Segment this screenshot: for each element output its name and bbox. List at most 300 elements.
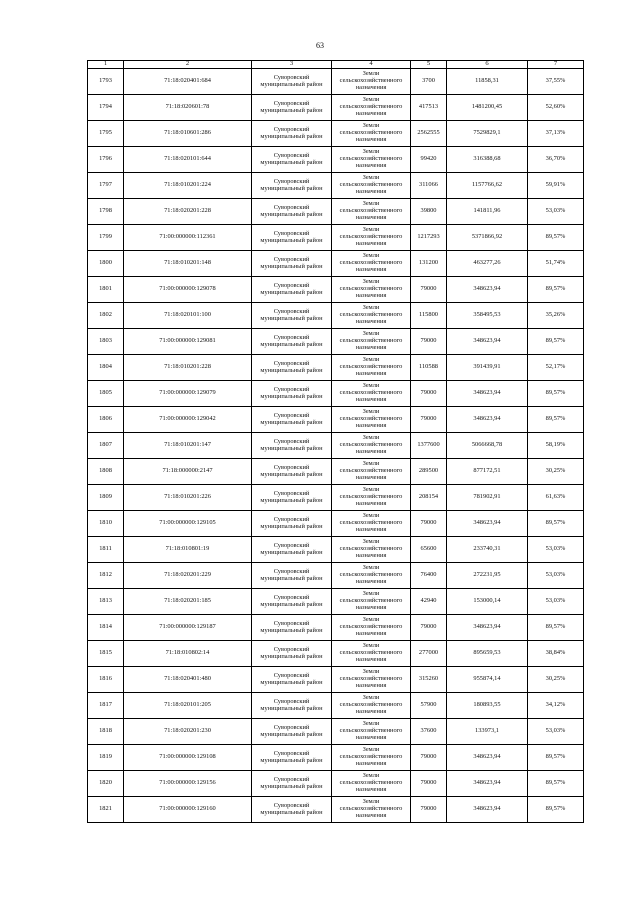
- table-row: [88, 277, 584, 303]
- land-category-text: назначения: [355, 213, 387, 221]
- land-category-text: Земли: [362, 668, 380, 676]
- land-category-text: Земли: [362, 746, 380, 754]
- land-category-text: сельскохозяйственного: [339, 805, 403, 813]
- cadastral-value-cell: 781902,91: [447, 485, 528, 511]
- district-cell: [252, 407, 332, 433]
- row-number-cell: 1796: [88, 147, 124, 173]
- district-text: Суворовский: [273, 541, 310, 549]
- land-category-text: Земли: [362, 330, 380, 338]
- cadastral-number-cell: 71:00:000000:129042: [124, 407, 252, 433]
- land-category-text: сельскохозяйственного: [339, 571, 403, 579]
- area-cell: 417513: [411, 95, 447, 121]
- column-header: 2: [124, 61, 252, 69]
- percent-cell: 37,13%: [528, 121, 584, 147]
- cadastral-number-cell: 71:00:000000:129081: [124, 329, 252, 355]
- table-row: [88, 69, 584, 95]
- district-text: Суворовский: [273, 489, 310, 497]
- land-category-cell: [332, 329, 411, 355]
- land-category-text: сельскохозяйственного: [339, 701, 403, 709]
- cadastral-number-cell: 71:18:020101:644: [124, 147, 252, 173]
- column-header: 1: [88, 61, 124, 69]
- district-cell: [252, 147, 332, 173]
- district-text: Суворовский: [273, 801, 310, 809]
- district-cell: [252, 589, 332, 615]
- cadastral-number-cell: 71:18:020201:185: [124, 589, 252, 615]
- land-category-text: сельскохозяйственного: [339, 129, 403, 137]
- row-number-cell: 1817: [88, 693, 124, 719]
- land-category-text: Земли: [362, 798, 380, 806]
- percent-cell: 89,57%: [528, 407, 584, 433]
- land-category-text: Земли: [362, 174, 380, 182]
- row-number-cell: 1804: [88, 355, 124, 381]
- table-row: [88, 667, 584, 693]
- percent-cell: 89,57%: [528, 797, 584, 823]
- land-category-text: Земли: [362, 616, 380, 624]
- area-cell: 37600: [411, 719, 447, 745]
- land-category-text: назначения: [355, 161, 387, 169]
- row-number-cell: 1801: [88, 277, 124, 303]
- district-cell: [252, 251, 332, 277]
- district-text: муниципальный район: [260, 678, 323, 686]
- area-cell: 76400: [411, 563, 447, 589]
- table-row: [88, 641, 584, 667]
- land-category-text: Земли: [362, 694, 380, 702]
- percent-cell: 34,12%: [528, 693, 584, 719]
- district-text: Суворовский: [273, 671, 310, 679]
- percent-cell: 89,57%: [528, 745, 584, 771]
- district-text: муниципальный район: [260, 392, 323, 400]
- district-text: Суворовский: [273, 359, 310, 367]
- land-category-text: назначения: [355, 135, 387, 143]
- table-row: [88, 615, 584, 641]
- cadastral-number-cell: 71:18:020101:205: [124, 693, 252, 719]
- percent-cell: 51,74%: [528, 251, 584, 277]
- land-category-cell: [332, 615, 411, 641]
- row-number-cell: 1803: [88, 329, 124, 355]
- cadastral-number-cell: 71:18:020401:684: [124, 69, 252, 95]
- land-category-cell: [332, 745, 411, 771]
- land-category-cell: [332, 147, 411, 173]
- land-category-text: назначения: [355, 655, 387, 663]
- row-number-cell: 1816: [88, 667, 124, 693]
- area-cell: 79000: [411, 797, 447, 823]
- land-category-text: сельскохозяйственного: [339, 493, 403, 501]
- district-text: муниципальный район: [260, 340, 323, 348]
- land-category-text: Земли: [362, 408, 380, 416]
- table-row: [88, 355, 584, 381]
- row-number-cell: 1821: [88, 797, 124, 823]
- cadastral-value-cell: 895659,53: [447, 641, 528, 667]
- district-text: муниципальный район: [260, 158, 323, 166]
- district-cell: [252, 615, 332, 641]
- cadastral-value-cell: 348623,94: [447, 745, 528, 771]
- page-number: 63: [316, 41, 324, 50]
- area-cell: 2562555: [411, 121, 447, 147]
- district-text: Суворовский: [273, 177, 310, 185]
- row-number-cell: 1808: [88, 459, 124, 485]
- cadastral-number-cell: 71:18:000000:2147: [124, 459, 252, 485]
- area-cell: 1377600: [411, 433, 447, 459]
- district-cell: [252, 69, 332, 95]
- area-cell: 311066: [411, 173, 447, 199]
- cadastral-number-cell: 71:00:000000:129108: [124, 745, 252, 771]
- district-text: муниципальный район: [260, 236, 323, 244]
- land-category-text: назначения: [355, 603, 387, 611]
- cadastral-number-cell: 71:18:020201:230: [124, 719, 252, 745]
- percent-cell: 89,57%: [528, 329, 584, 355]
- district-cell: [252, 797, 332, 823]
- cadastral-value-cell: 5066668,78: [447, 433, 528, 459]
- percent-cell: 53,03%: [528, 589, 584, 615]
- land-category-cell: [332, 589, 411, 615]
- cadastral-number-cell: 71:18:010601:286: [124, 121, 252, 147]
- land-category-text: назначения: [355, 577, 387, 585]
- cadastral-value-cell: 348623,94: [447, 381, 528, 407]
- district-cell: [252, 303, 332, 329]
- land-category-text: сельскохозяйственного: [339, 545, 403, 553]
- land-category-text: Земли: [362, 460, 380, 468]
- district-text: муниципальный район: [260, 262, 323, 270]
- land-category-text: сельскохозяйственного: [339, 597, 403, 605]
- percent-cell: 89,57%: [528, 615, 584, 641]
- row-number-cell: 1806: [88, 407, 124, 433]
- percent-cell: 53,03%: [528, 719, 584, 745]
- cadastral-value-cell: 1481200,45: [447, 95, 528, 121]
- land-category-text: сельскохозяйственного: [339, 623, 403, 631]
- land-category-text: сельскохозяйственного: [339, 415, 403, 423]
- district-text: муниципальный район: [260, 704, 323, 712]
- land-category-text: назначения: [355, 447, 387, 455]
- cadastral-number-cell: 71:00:000000:129156: [124, 771, 252, 797]
- district-cell: [252, 771, 332, 797]
- cadastral-value-cell: 463277,26: [447, 251, 528, 277]
- district-text: муниципальный район: [260, 418, 323, 426]
- area-cell: 79000: [411, 277, 447, 303]
- cadastral-value-cell: 272231,95: [447, 563, 528, 589]
- land-category-text: назначения: [355, 239, 387, 247]
- district-text: Суворовский: [273, 281, 310, 289]
- area-cell: 208154: [411, 485, 447, 511]
- land-category-text: назначения: [355, 317, 387, 325]
- percent-cell: 89,57%: [528, 381, 584, 407]
- district-text: муниципальный район: [260, 80, 323, 88]
- row-number-cell: 1793: [88, 69, 124, 95]
- land-category-text: назначения: [355, 681, 387, 689]
- district-text: муниципальный район: [260, 652, 323, 660]
- table-row: [88, 485, 584, 511]
- land-category-text: Земли: [362, 200, 380, 208]
- area-cell: 79000: [411, 511, 447, 537]
- percent-cell: 53,03%: [528, 537, 584, 563]
- land-category-text: сельскохозяйственного: [339, 441, 403, 449]
- land-category-text: Земли: [362, 720, 380, 728]
- cadastral-value-cell: 348623,94: [447, 615, 528, 641]
- land-category-text: назначения: [355, 395, 387, 403]
- percent-cell: 52,60%: [528, 95, 584, 121]
- cadastral-number-cell: 71:18:010201:228: [124, 355, 252, 381]
- district-cell: [252, 225, 332, 251]
- land-category-cell: [332, 277, 411, 303]
- percent-cell: 89,57%: [528, 225, 584, 251]
- district-text: Суворовский: [273, 411, 310, 419]
- district-text: Суворовский: [273, 333, 310, 341]
- column-header: 3: [252, 61, 332, 69]
- district-text: Суворовский: [273, 255, 310, 263]
- land-category-text: назначения: [355, 733, 387, 741]
- district-text: Суворовский: [273, 73, 310, 81]
- land-category-text: сельскохозяйственного: [339, 207, 403, 215]
- cadastral-value-cell: 348623,94: [447, 277, 528, 303]
- district-text: Суворовский: [273, 99, 310, 107]
- land-category-text: назначения: [355, 187, 387, 195]
- cadastral-value-cell: 955874,14: [447, 667, 528, 693]
- land-category-text: сельскохозяйственного: [339, 363, 403, 371]
- district-text: Суворовский: [273, 125, 310, 133]
- percent-cell: 58,19%: [528, 433, 584, 459]
- table-row: [88, 147, 584, 173]
- district-text: Суворовский: [273, 775, 310, 783]
- district-cell: [252, 277, 332, 303]
- row-number-cell: 1805: [88, 381, 124, 407]
- land-category-text: Земли: [362, 252, 380, 260]
- table-row: [88, 407, 584, 433]
- percent-cell: 89,57%: [528, 511, 584, 537]
- table-row: [88, 381, 584, 407]
- land-category-text: назначения: [355, 109, 387, 117]
- district-text: муниципальный район: [260, 522, 323, 530]
- land-category-text: Земли: [362, 356, 380, 364]
- land-category-text: назначения: [355, 551, 387, 559]
- district-cell: [252, 381, 332, 407]
- land-category-cell: [332, 173, 411, 199]
- cadastral-number-cell: 71:18:010201:224: [124, 173, 252, 199]
- land-category-cell: [332, 199, 411, 225]
- cadastral-number-cell: 71:00:000000:112361: [124, 225, 252, 251]
- area-cell: 79000: [411, 771, 447, 797]
- land-category-cell: [332, 719, 411, 745]
- cadastral-number-cell: 71:18:010801:19: [124, 537, 252, 563]
- district-text: Суворовский: [273, 307, 310, 315]
- land-category-text: сельскохозяйственного: [339, 675, 403, 683]
- land-category-text: назначения: [355, 291, 387, 299]
- land-category-cell: [332, 225, 411, 251]
- area-cell: 277000: [411, 641, 447, 667]
- district-text: Суворовский: [273, 645, 310, 653]
- cadastral-value-cell: 358495,53: [447, 303, 528, 329]
- cadastral-number-cell: 71:18:020101:100: [124, 303, 252, 329]
- row-number-cell: 1799: [88, 225, 124, 251]
- percent-cell: 52,17%: [528, 355, 584, 381]
- cadastral-value-cell: 153000,14: [447, 589, 528, 615]
- area-cell: 79000: [411, 329, 447, 355]
- cadastral-number-cell: 71:18:020201:229: [124, 563, 252, 589]
- cadastral-value-cell: 1157766,62: [447, 173, 528, 199]
- table-row: [88, 745, 584, 771]
- row-number-cell: 1820: [88, 771, 124, 797]
- district-text: муниципальный район: [260, 808, 323, 816]
- row-number-cell: 1802: [88, 303, 124, 329]
- land-category-text: сельскохозяйственного: [339, 103, 403, 111]
- district-cell: [252, 537, 332, 563]
- land-category-cell: [332, 667, 411, 693]
- district-text: Суворовский: [273, 723, 310, 731]
- table-row: [88, 199, 584, 225]
- cadastral-value-cell: 133973,1: [447, 719, 528, 745]
- column-header: 7: [528, 61, 584, 69]
- land-category-text: сельскохозяйственного: [339, 311, 403, 319]
- district-text: муниципальный район: [260, 288, 323, 296]
- land-category-cell: [332, 537, 411, 563]
- cadastral-value-cell: 877172,51: [447, 459, 528, 485]
- land-category-text: сельскохозяйственного: [339, 727, 403, 735]
- row-number-cell: 1800: [88, 251, 124, 277]
- district-cell: [252, 121, 332, 147]
- row-number-cell: 1812: [88, 563, 124, 589]
- percent-cell: 38,84%: [528, 641, 584, 667]
- land-category-cell: [332, 121, 411, 147]
- district-text: Суворовский: [273, 697, 310, 705]
- district-text: муниципальный район: [260, 600, 323, 608]
- land-category-text: Земли: [362, 642, 380, 650]
- row-number-cell: 1807: [88, 433, 124, 459]
- table-row: [88, 537, 584, 563]
- table-row: [88, 251, 584, 277]
- land-category-cell: [332, 771, 411, 797]
- district-text: муниципальный район: [260, 626, 323, 634]
- row-number-cell: 1797: [88, 173, 124, 199]
- land-category-text: сельскохозяйственного: [339, 753, 403, 761]
- area-cell: 3700: [411, 69, 447, 95]
- land-category-cell: [332, 95, 411, 121]
- land-category-text: сельскохозяйственного: [339, 649, 403, 657]
- land-category-cell: [332, 355, 411, 381]
- district-text: Суворовский: [273, 151, 310, 159]
- cadastral-value-cell: 348623,94: [447, 329, 528, 355]
- table-row: [88, 433, 584, 459]
- cadastral-number-cell: 71:00:000000:129078: [124, 277, 252, 303]
- area-cell: 79000: [411, 615, 447, 641]
- land-category-text: назначения: [355, 811, 387, 819]
- land-category-text: назначения: [355, 473, 387, 481]
- land-category-text: назначения: [355, 785, 387, 793]
- land-category-cell: [332, 251, 411, 277]
- district-text: муниципальный район: [260, 444, 323, 452]
- district-cell: [252, 563, 332, 589]
- land-category-text: сельскохозяйственного: [339, 233, 403, 241]
- district-text: муниципальный район: [260, 132, 323, 140]
- land-category-text: Земли: [362, 538, 380, 546]
- land-category-text: назначения: [355, 525, 387, 533]
- percent-cell: 30,25%: [528, 459, 584, 485]
- row-number-cell: 1794: [88, 95, 124, 121]
- district-text: муниципальный район: [260, 366, 323, 374]
- land-category-text: Земли: [362, 148, 380, 156]
- area-cell: 42940: [411, 589, 447, 615]
- area-cell: 110588: [411, 355, 447, 381]
- column-number-header-row: [88, 61, 584, 69]
- land-category-cell: [332, 459, 411, 485]
- district-text: Суворовский: [273, 619, 310, 627]
- percent-cell: 61,63%: [528, 485, 584, 511]
- row-number-cell: 1810: [88, 511, 124, 537]
- district-cell: [252, 355, 332, 381]
- district-cell: [252, 173, 332, 199]
- table-row: [88, 121, 584, 147]
- district-text: муниципальный район: [260, 210, 323, 218]
- land-category-cell: [332, 485, 411, 511]
- district-text: муниципальный район: [260, 756, 323, 764]
- district-text: муниципальный район: [260, 730, 323, 738]
- land-category-text: назначения: [355, 265, 387, 273]
- cadastral-number-cell: 71:00:000000:129105: [124, 511, 252, 537]
- district-text: муниципальный район: [260, 496, 323, 504]
- district-text: Суворовский: [273, 463, 310, 471]
- table-row: [88, 173, 584, 199]
- table-row: [88, 797, 584, 823]
- land-category-cell: [332, 563, 411, 589]
- district-cell: [252, 641, 332, 667]
- percent-cell: 59,91%: [528, 173, 584, 199]
- land-category-cell: [332, 511, 411, 537]
- district-cell: [252, 693, 332, 719]
- column-header: 4: [332, 61, 411, 69]
- land-category-text: сельскохозяйственного: [339, 181, 403, 189]
- cadastral-value-cell: 141811,96: [447, 199, 528, 225]
- district-text: Суворовский: [273, 437, 310, 445]
- land-category-text: назначения: [355, 707, 387, 715]
- district-text: муниципальный район: [260, 574, 323, 582]
- table-row: [88, 589, 584, 615]
- area-cell: 315260: [411, 667, 447, 693]
- district-cell: [252, 95, 332, 121]
- table-row: [88, 329, 584, 355]
- table-row: [88, 563, 584, 589]
- district-text: муниципальный район: [260, 470, 323, 478]
- percent-cell: 30,25%: [528, 667, 584, 693]
- percent-cell: 37,55%: [528, 69, 584, 95]
- cadastral-number-cell: 71:00:000000:129187: [124, 615, 252, 641]
- table-row: [88, 303, 584, 329]
- land-category-text: назначения: [355, 499, 387, 507]
- row-number-cell: 1795: [88, 121, 124, 147]
- district-cell: [252, 667, 332, 693]
- land-category-text: Земли: [362, 278, 380, 286]
- district-cell: [252, 199, 332, 225]
- district-text: муниципальный район: [260, 314, 323, 322]
- area-cell: 99420: [411, 147, 447, 173]
- district-cell: [252, 433, 332, 459]
- cadastral-number-cell: 71:18:010201:226: [124, 485, 252, 511]
- land-category-text: Земли: [362, 590, 380, 598]
- land-category-text: сельскохозяйственного: [339, 467, 403, 475]
- area-cell: 79000: [411, 407, 447, 433]
- land-category-text: сельскохозяйственного: [339, 77, 403, 85]
- row-number-cell: 1818: [88, 719, 124, 745]
- table-row: [88, 459, 584, 485]
- land-category-text: назначения: [355, 343, 387, 351]
- cadastral-value-cell: 348623,94: [447, 511, 528, 537]
- table-row: [88, 95, 584, 121]
- area-cell: 115800: [411, 303, 447, 329]
- cadastral-value-cell: 316388,68: [447, 147, 528, 173]
- district-text: Суворовский: [273, 515, 310, 523]
- land-category-text: Земли: [362, 382, 380, 390]
- land-category-text: Земли: [362, 96, 380, 104]
- land-category-cell: [332, 797, 411, 823]
- district-text: муниципальный район: [260, 184, 323, 192]
- land-category-cell: [332, 69, 411, 95]
- area-cell: 1217293: [411, 225, 447, 251]
